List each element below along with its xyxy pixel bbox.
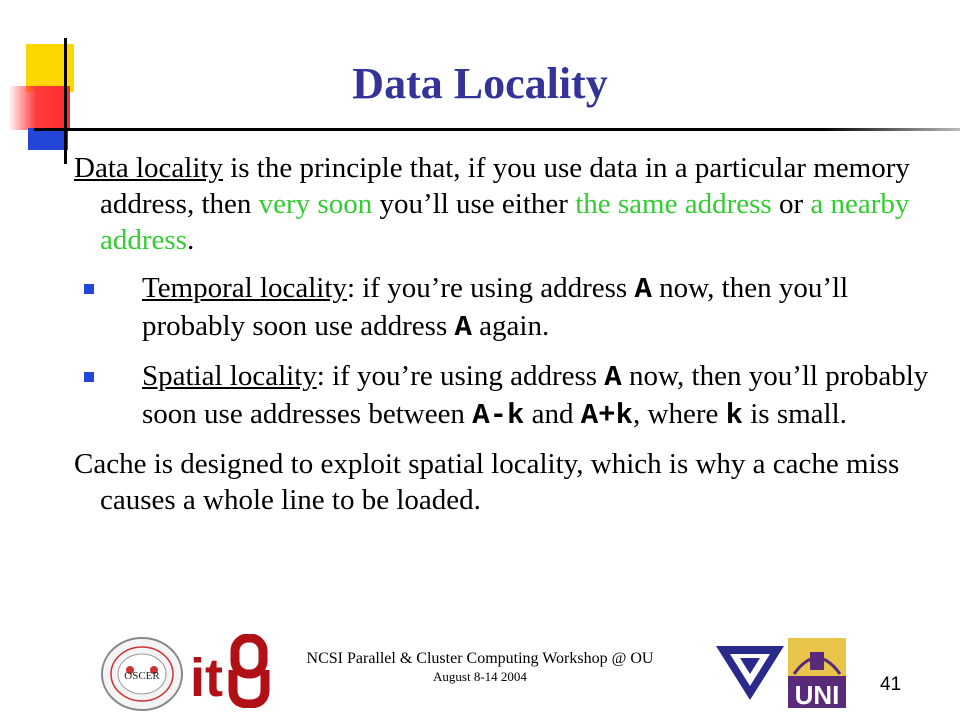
highlight-very-soon: very soon: [258, 188, 373, 220]
slide-title: Data Locality: [352, 59, 608, 108]
intro-text-2: you’ll use either: [372, 188, 576, 220]
bullet-text: is small.: [743, 398, 847, 430]
slide-body: [74, 150, 954, 530]
highlight-nearby-address: a nearby address: [100, 188, 910, 256]
seal-text: OSCER: [124, 670, 160, 682]
uni-logo-text: UNI: [794, 680, 840, 708]
slide-footer: [0, 650, 960, 686]
code-address: A: [604, 361, 622, 394]
bullet-term: Spatial locality: [142, 360, 317, 392]
bullet-text: again.: [471, 310, 550, 342]
blue-square-decoration: [28, 128, 68, 150]
bullet-text: : if you’re using address: [316, 360, 605, 392]
code-address: A: [454, 311, 472, 344]
bullet-text: and: [524, 398, 581, 430]
bullet-spatial-locality: [74, 358, 954, 434]
intro-text-3: or: [771, 188, 811, 220]
bullet-temporal-locality: [74, 270, 954, 346]
bullet-square-icon: [84, 372, 94, 382]
code-k: k: [725, 399, 743, 432]
title-underline-rule: [34, 128, 960, 131]
intro-text-1: is the principle that, if you use data in a particular memory address, then: [100, 152, 910, 220]
bullet-square-icon: [84, 284, 94, 294]
bullet-text: : if you’re using address: [346, 272, 635, 304]
bullet-text: now, then you’ll probably soon use address: [142, 272, 849, 342]
closing-paragraph: Cache is designed to exploit spatial locality, which is why a cache miss causes a whole line to be loaded.: [74, 448, 900, 516]
footer-workshop-name: NCSI Parallel & Cluster Computing Workshop @ OU: [306, 650, 654, 667]
intro-paragraph: [74, 150, 954, 258]
bullet-term: Temporal locality: [142, 272, 347, 304]
page-number: 41: [880, 674, 902, 695]
it-logo-text: it: [190, 648, 223, 706]
code-address: A: [634, 273, 652, 306]
code-range-end: A+k: [580, 399, 633, 432]
footer-date: August 8-14 2004: [433, 669, 527, 684]
highlight-same-address: the same address: [575, 188, 772, 220]
intro-term: Data locality: [74, 152, 223, 184]
code-range-start: A-k: [472, 399, 525, 432]
intro-text-4: .: [186, 224, 195, 256]
bullet-text: , where: [633, 398, 726, 430]
bullet-text: now, then you’ll probably soon use addresses between: [142, 360, 929, 430]
